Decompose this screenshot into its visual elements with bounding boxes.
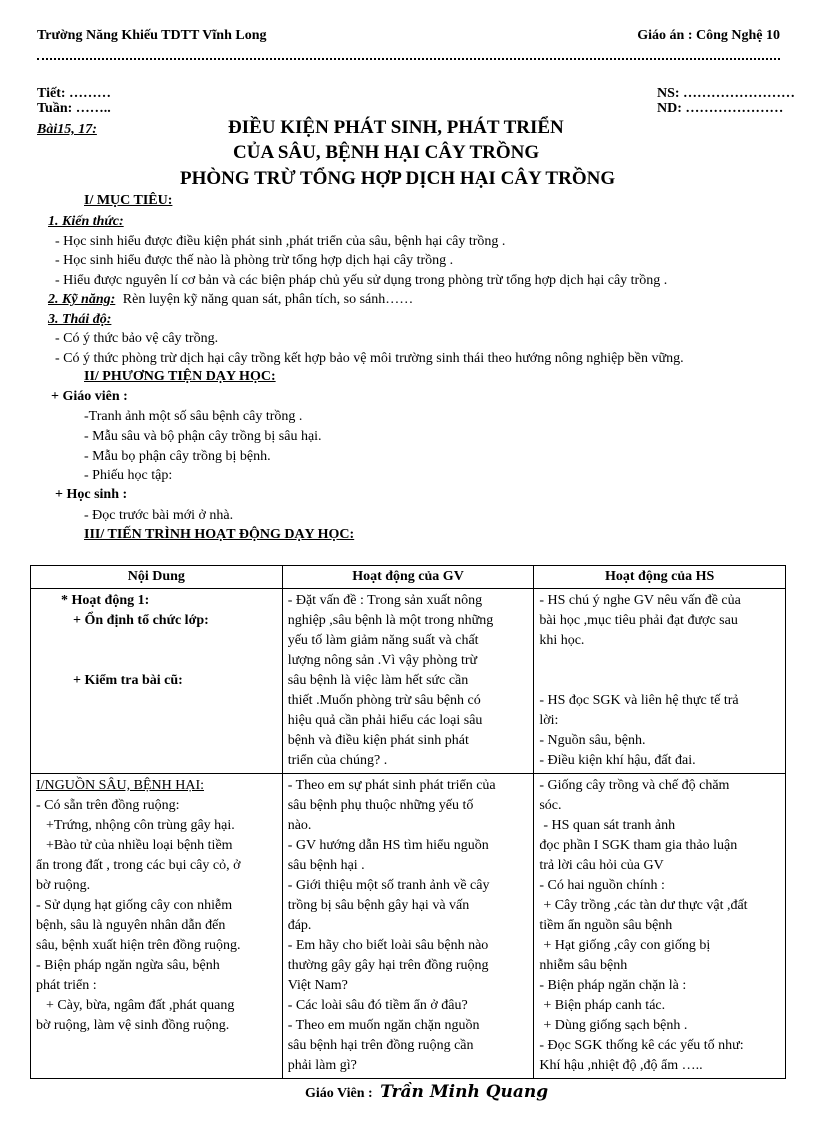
header-divider <box>37 46 780 60</box>
skill-row <box>48 292 413 308</box>
student-cell <box>534 774 786 1079</box>
means-heading: II/ PHƯƠNG TIỆN DẠY HỌC: <box>84 369 276 384</box>
teacher-line: sâu bệnh phụ thuộc những yếu tố <box>287 798 474 813</box>
nd-field: ND: ………………… <box>657 101 784 116</box>
lesson-title-line-2: CỦA SÂU, BỆNH HẠI CÂY TRỒNG <box>233 142 540 163</box>
teacher-line: sâu bệnh hại trên đồng ruộng cần <box>287 1038 474 1053</box>
content-line: - Biện pháp ngăn ngừa sâu, bệnh <box>36 958 220 973</box>
student-line: - Nguồn sâu, bệnh. <box>539 733 646 748</box>
teacher-line: yếu tố làm giảm năng suất và chất <box>287 633 479 648</box>
teacher-line: đáp. <box>287 918 312 933</box>
teacher-line: sâu bệnh hại . <box>287 858 365 873</box>
attitude-heading: 3. Thái độ: <box>48 312 112 327</box>
student-line <box>539 651 780 671</box>
attitude-item: - Có ý thức bảo vệ cây trồng. <box>55 331 219 346</box>
content-line: ẩn trong đất , trong các bụi cây cỏ, ở <box>36 858 241 873</box>
content-line: bờ ruộng. <box>36 878 91 893</box>
student-line: + Cây trồng ,các tàn dư thực vật ,đất <box>543 898 748 913</box>
teacher-heading: + Giáo viên : <box>51 389 128 404</box>
school-name: Trường Năng Khiếu TDTT Vĩnh Long <box>37 28 267 43</box>
teacher-signature: Trần Minh Quang <box>380 1082 549 1102</box>
student-cell <box>534 589 786 774</box>
content-line: - Có sẵn trên đồng ruộng: <box>36 798 180 813</box>
student-line: khi học. <box>539 633 585 648</box>
student-line: - Đọc SGK thống kê các yếu tố như: <box>539 1038 744 1053</box>
ns-field: NS: …………………… <box>657 86 796 101</box>
student-item: - Đọc trước bài mới ở nhà. <box>84 508 234 523</box>
student-line: bài học ,mục tiêu phải đạt được sau <box>539 613 738 628</box>
teacher-line: Việt Nam? <box>287 978 348 993</box>
teacher-line: trồng bị sâu bệnh gây hại và vấn <box>287 898 470 913</box>
teacher-cell <box>282 589 534 774</box>
student-line: sóc. <box>539 798 562 813</box>
content-line: sâu, bệnh xuất hiện trên đồng ruộng. <box>36 938 241 953</box>
teacher-line: - Các loài sâu đó tiềm ẩn ở đâu? <box>287 998 468 1013</box>
student-line: - HS đọc SGK và liên hệ thực tế trả <box>539 693 739 708</box>
student-line <box>539 671 780 691</box>
knowledge-item: - Hiểu được nguyên lí cơ bản và các biện pháp chủ yếu sử dụng trong phòng trừ tổng hợp dịch hại cây trồng . <box>55 273 668 288</box>
teacher-line: sâu bệnh là việc làm hết sức cần <box>287 673 469 688</box>
teacher-line: - Giới thiệu một số tranh ảnh về cây <box>287 878 490 893</box>
knowledge-item: - Học sinh hiểu được điều kiện phát sinh ,phát triển của sâu, bệnh hại cây trồng . <box>55 234 506 249</box>
content-line: +Trứng, nhộng côn trùng gây hại. <box>46 818 235 833</box>
teacher-line: nào. <box>287 818 312 833</box>
teacher-item: - Mẫu bọ phận cây trồng bị bệnh. <box>84 449 271 464</box>
teacher-line: - Em hãy cho biết loài sâu bệnh nào <box>287 938 489 953</box>
content-line <box>61 651 277 671</box>
student-line: trả lời câu hỏi của GV <box>539 858 664 873</box>
teacher-item: - Phiếu học tập: <box>84 468 173 483</box>
student-line: - Điều kiện khí hậu, đất đai. <box>539 753 696 768</box>
student-line: + Biện pháp canh tác. <box>543 998 666 1013</box>
student-line: - HS quan sát tranh ảnh <box>543 818 676 833</box>
table-row <box>31 589 786 774</box>
activity-label: * Hoạt động 1: <box>61 593 150 608</box>
knowledge-item: - Học sinh hiểu được thế nào là phòng trừ tổng hợp dịch hại cây trồng . <box>55 253 454 268</box>
content-cell <box>31 774 283 1079</box>
table-row <box>31 774 786 1079</box>
content-line: - Sử dụng hạt giống cây con nhiễm <box>36 898 233 913</box>
student-line: - Có hai nguồn chính : <box>539 878 665 893</box>
student-line: lời: <box>539 713 559 728</box>
teacher-line: thiết .Muốn phòng trừ sâu bệnh có <box>287 693 481 708</box>
teacher-signature-block <box>305 1082 548 1102</box>
lesson-title-line-1: ĐIỀU KIỆN PHÁT SINH, PHÁT TRIỂN <box>228 117 564 138</box>
teacher-label: Giáo Viên : <box>305 1086 373 1101</box>
lesson-number: Bài15, 17: <box>37 122 97 137</box>
column-header: Nội Dung <box>31 566 283 589</box>
teacher-line: phải làm gì? <box>287 1058 357 1073</box>
teacher-line: - Đặt vấn đề : Trong sản xuất nông <box>287 593 483 608</box>
section-heading: I/NGUỒN SÂU, BỆNH HẠI: <box>36 778 204 793</box>
student-line: + Dùng giống sạch bệnh . <box>543 1018 688 1033</box>
teacher-line: triển của chúng? . <box>287 753 388 768</box>
content-cell <box>31 589 283 774</box>
teacher-item: -Tranh ảnh một số sâu bệnh cây trồng . <box>84 409 303 424</box>
content-line: + Cày, bừa, ngâm đất ,phát quang <box>46 998 235 1013</box>
teacher-line: - Theo em muốn ngăn chặn nguồn <box>287 1018 480 1033</box>
content-line: + Kiểm tra bài cũ: <box>73 673 183 688</box>
content-line: bệnh, sâu là nguyên nhân dẫn đến <box>36 918 226 933</box>
content-line: + Ổn định tổ chức lớp: <box>73 613 209 628</box>
tiet-field: Tiết: ……… <box>37 86 112 101</box>
teacher-line: hiệu quả cần phải hiểu các loại sâu <box>287 713 483 728</box>
lesson-plan-table <box>30 565 786 1079</box>
student-line: nhiễm sâu bệnh <box>539 958 628 973</box>
subject-label: Giáo án : Công Nghệ 10 <box>637 28 780 43</box>
content-line <box>61 631 277 651</box>
student-line: - Giống cây trồng và chế độ chăm <box>539 778 730 793</box>
teacher-cell <box>282 774 534 1079</box>
student-line: Khí hậu ,nhiệt độ ,độ ẩm ….. <box>539 1058 703 1073</box>
skill-text: Rèn luyện kỹ năng quan sát, phân tích, so sánh…… <box>122 292 414 307</box>
teacher-line: - GV hướng dẫn HS tìm hiểu nguồn <box>287 838 489 853</box>
process-heading: III/ TIẾN TRÌNH HOẠT ĐỘNG DẠY HỌC: <box>84 527 355 542</box>
student-line: + Hạt giống ,cây con giống bị <box>543 938 711 953</box>
teacher-line: lượng nông sản .Vì vậy phòng trừ <box>287 653 478 668</box>
column-header: Hoạt động của HS <box>534 566 786 589</box>
teacher-item: - Mẫu sâu và bộ phận cây trồng bị sâu hại. <box>84 429 322 444</box>
content-line: +Bào tử của nhiều loại bệnh tiềm <box>46 838 233 853</box>
student-line: - Biện pháp ngăn chặn là : <box>539 978 687 993</box>
teacher-line: - Theo em sự phát sinh phát triển của <box>287 778 496 793</box>
knowledge-heading: 1. Kiến thức: <box>48 214 124 229</box>
content-line: bờ ruộng, làm vệ sinh đồng ruộng. <box>36 1018 230 1033</box>
content-line: phát triển : <box>36 978 97 993</box>
student-line: tiềm ẩn nguồn sâu bệnh <box>539 918 673 933</box>
objectives-heading: I/ MỤC TIÊU: <box>84 193 173 208</box>
table-header-row <box>31 566 786 589</box>
teacher-line: thường gây gây hại trên đồng ruộng <box>287 958 489 973</box>
teacher-line: bệnh và điều kiện phát sinh phát <box>287 733 469 748</box>
column-header: Hoạt động của GV <box>282 566 534 589</box>
tuan-field: Tuần: …….. <box>37 101 111 116</box>
student-heading: + Học sinh : <box>55 487 128 502</box>
student-line: - HS chú ý nghe GV nêu vấn đề của <box>539 593 741 608</box>
skill-heading: 2. Kỹ năng: <box>48 292 116 307</box>
attitude-item: - Có ý thức phòng trừ dịch hại cây trồng kết hợp bảo vệ môi trường sinh thái theo hướng nông nghiệp bền vững. <box>55 351 684 366</box>
teacher-line: nghiệp ,sâu bệnh là một trong những <box>287 613 494 628</box>
lesson-title-line-3: PHÒNG TRỪ TỔNG HỢP DỊCH HẠI CÂY TRỒNG <box>180 168 616 189</box>
student-line: đọc phần I SGK tham gia thảo luận <box>539 838 738 853</box>
